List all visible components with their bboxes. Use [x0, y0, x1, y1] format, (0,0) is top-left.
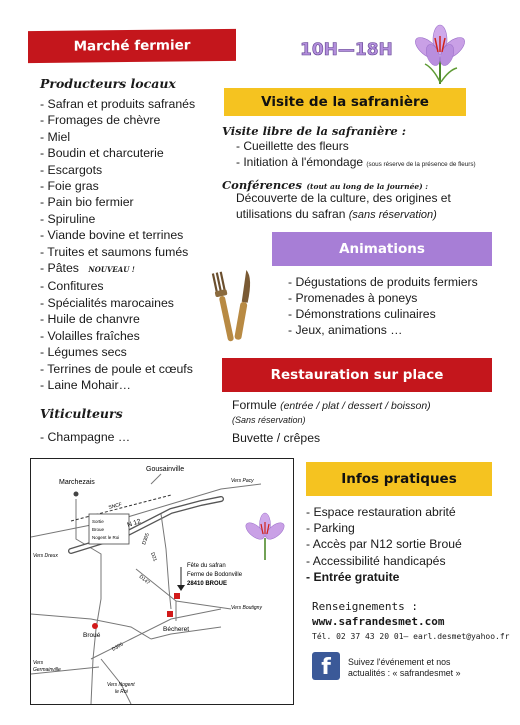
- formula-label: Formule: [232, 398, 277, 412]
- facebook-line: Suivez l'événement et nos: [348, 657, 451, 667]
- animations-banner-label: Animations: [339, 241, 425, 257]
- animations-list: [288, 274, 478, 338]
- contact-heading: Renseignements :: [312, 600, 418, 613]
- marchezais-marker: [74, 492, 79, 497]
- list-item: - Légumes secs: [40, 345, 127, 360]
- conference-note: (tout au long de la journée) :: [306, 182, 429, 191]
- infos-banner-label: Infos pratiques: [341, 471, 457, 487]
- map-label-fete: Ferme de Bodonville: [187, 572, 243, 578]
- map-label-fete: 28410 BROUE: [187, 581, 228, 587]
- map-label-sncf: SNCF: [107, 501, 123, 511]
- restauration-buvette: Buvette / crêpes: [232, 431, 321, 445]
- map-label-sortie: Nogent le Roi: [92, 535, 120, 540]
- map-label-d147: D147: [137, 573, 151, 587]
- facebook-text: [348, 657, 460, 679]
- animations-banner: [272, 232, 492, 266]
- map-label-sortie: Sortie: [92, 519, 104, 524]
- facebook-icon[interactable]: f: [312, 652, 340, 680]
- map-label-d305b: D305: [111, 641, 125, 653]
- becheret-marker: [167, 611, 173, 617]
- broue-marker: [92, 623, 98, 629]
- visit-note: (sous réserve de la présence de fleurs): [366, 161, 476, 168]
- map-label-gousainville: Gousainville: [146, 466, 185, 473]
- visit-item: [236, 155, 476, 169]
- market-banner: [28, 29, 236, 63]
- map-drawing: [31, 459, 293, 704]
- map-label-fete: Fête du safran: [187, 563, 226, 569]
- facebook-line: actualités : « safrandesmet »: [348, 668, 461, 678]
- list-item: - Fromages de chèvre: [40, 113, 161, 128]
- fork-knife-icon: [208, 266, 258, 344]
- list-item: - Démonstrations culinaires: [288, 307, 436, 321]
- list-item: - Huile de chanvre: [40, 312, 140, 327]
- farm-marker: [174, 593, 180, 599]
- map-label-d21: D21: [149, 551, 158, 563]
- map-label-sortie: Broue: [92, 527, 105, 532]
- list-item: - Boudin et charcuterie: [40, 146, 164, 161]
- list-item: - Viande bovine et terrines: [40, 228, 184, 243]
- conference-reservation: (sans réservation): [348, 208, 437, 221]
- contact-website[interactable]: www.safrandesmet.com: [312, 615, 445, 628]
- list-item: - Espace restauration abrité: [306, 505, 456, 519]
- map-label-vers-germainville: Germainville: [33, 667, 61, 673]
- conference-line: [236, 207, 451, 224]
- restauration-banner: [222, 358, 492, 392]
- list-item: - Dégustations de produits fermiers: [288, 275, 478, 289]
- list-item: - Laine Mohair…: [40, 377, 131, 392]
- producers-heading: Producteurs locaux: [40, 76, 176, 91]
- list-item-label: - Pâtes: [40, 261, 79, 276]
- list-item: - Spécialités marocaines: [40, 295, 174, 310]
- list-item: - Terrines de poule et cœufs: [40, 361, 193, 376]
- saffron-flower-icon: [405, 24, 475, 86]
- market-banner-label: Marché fermier: [73, 37, 191, 55]
- formula-detail: (entrée / plat / dessert / boisson): [280, 400, 431, 412]
- map-label-vers-nogent: le Roi: [115, 689, 128, 695]
- map-label-vers-germainville: Vers: [33, 660, 44, 666]
- list-item: [40, 260, 195, 278]
- access-map: [30, 458, 294, 705]
- list-item: - Entrée gratuite: [306, 569, 400, 584]
- list-item: - Escargots: [40, 162, 103, 177]
- conference-line-text: utilisations du safran: [236, 206, 346, 221]
- map-label-becheret: Bécheret: [163, 626, 190, 633]
- conference-title: Conférences: [222, 178, 302, 192]
- map-label-vers-boutigny: Vers Boutigny: [231, 605, 262, 611]
- new-badge: NOUVEAU !: [88, 265, 135, 275]
- wine-heading: Viticulteurs: [40, 406, 123, 421]
- map-label-marchezais: Marchezais: [59, 479, 95, 486]
- visit-banner-label: Visite de la safranière: [261, 94, 429, 110]
- list-item: - Promenades à poneys: [288, 291, 418, 305]
- wine-item: - Champagne …: [40, 430, 131, 444]
- list-item: - Pain bio fermier: [40, 195, 134, 210]
- hours-label: 10H—18H: [300, 40, 393, 60]
- contact-phone-email: Tél. 02 37 43 20 01— earl.desmet@yahoo.fr: [312, 632, 510, 641]
- map-label-vers-dreux: Vers Dreux: [33, 553, 58, 559]
- restauration-banner-label: Restauration sur place: [270, 367, 444, 383]
- map-label-vers-nogent: Vers Nogent: [107, 682, 135, 688]
- conference-line: Découverte de la culture, des origines et: [236, 191, 451, 205]
- list-item: - Volailles fraîches: [40, 328, 140, 343]
- list-item: - Safran et produits safranés: [40, 97, 196, 111]
- list-item: - Parking: [306, 521, 355, 536]
- infos-banner: [306, 462, 492, 496]
- list-item: - Confitures: [40, 279, 104, 294]
- visit-item: - Cueillette des fleurs: [236, 139, 349, 153]
- producers-list: [40, 96, 195, 393]
- infos-list: [306, 504, 462, 585]
- list-item: - Jeux, animations …: [288, 323, 403, 337]
- restauration-reservation: (Sans réservation): [232, 415, 306, 425]
- conference-text: [236, 191, 451, 223]
- map-label-vers-pacy: Vers Pacy: [231, 478, 254, 484]
- restauration-formula: [232, 398, 431, 412]
- list-item: - Foie gras: [40, 179, 99, 194]
- list-item: - Miel: [40, 129, 71, 144]
- list-item: - Truites et saumons fumés: [40, 244, 189, 259]
- visit-banner: [224, 88, 466, 116]
- map-label-n12: N 12: [126, 518, 142, 529]
- list-item: - Accessibilité handicapés: [306, 553, 446, 568]
- list-item: - Spiruline: [40, 211, 96, 226]
- list-item: - Accès par N12 sortie Broué: [306, 537, 462, 552]
- visit-item-label: - Initiation à l'émondage: [236, 155, 364, 169]
- saffron-flower-icon: [238, 512, 292, 560]
- map-label-d305: D305: [141, 532, 151, 546]
- visit-free-heading: Visite libre de la safranière :: [222, 124, 406, 138]
- map-label-broue: Broué: [83, 632, 101, 639]
